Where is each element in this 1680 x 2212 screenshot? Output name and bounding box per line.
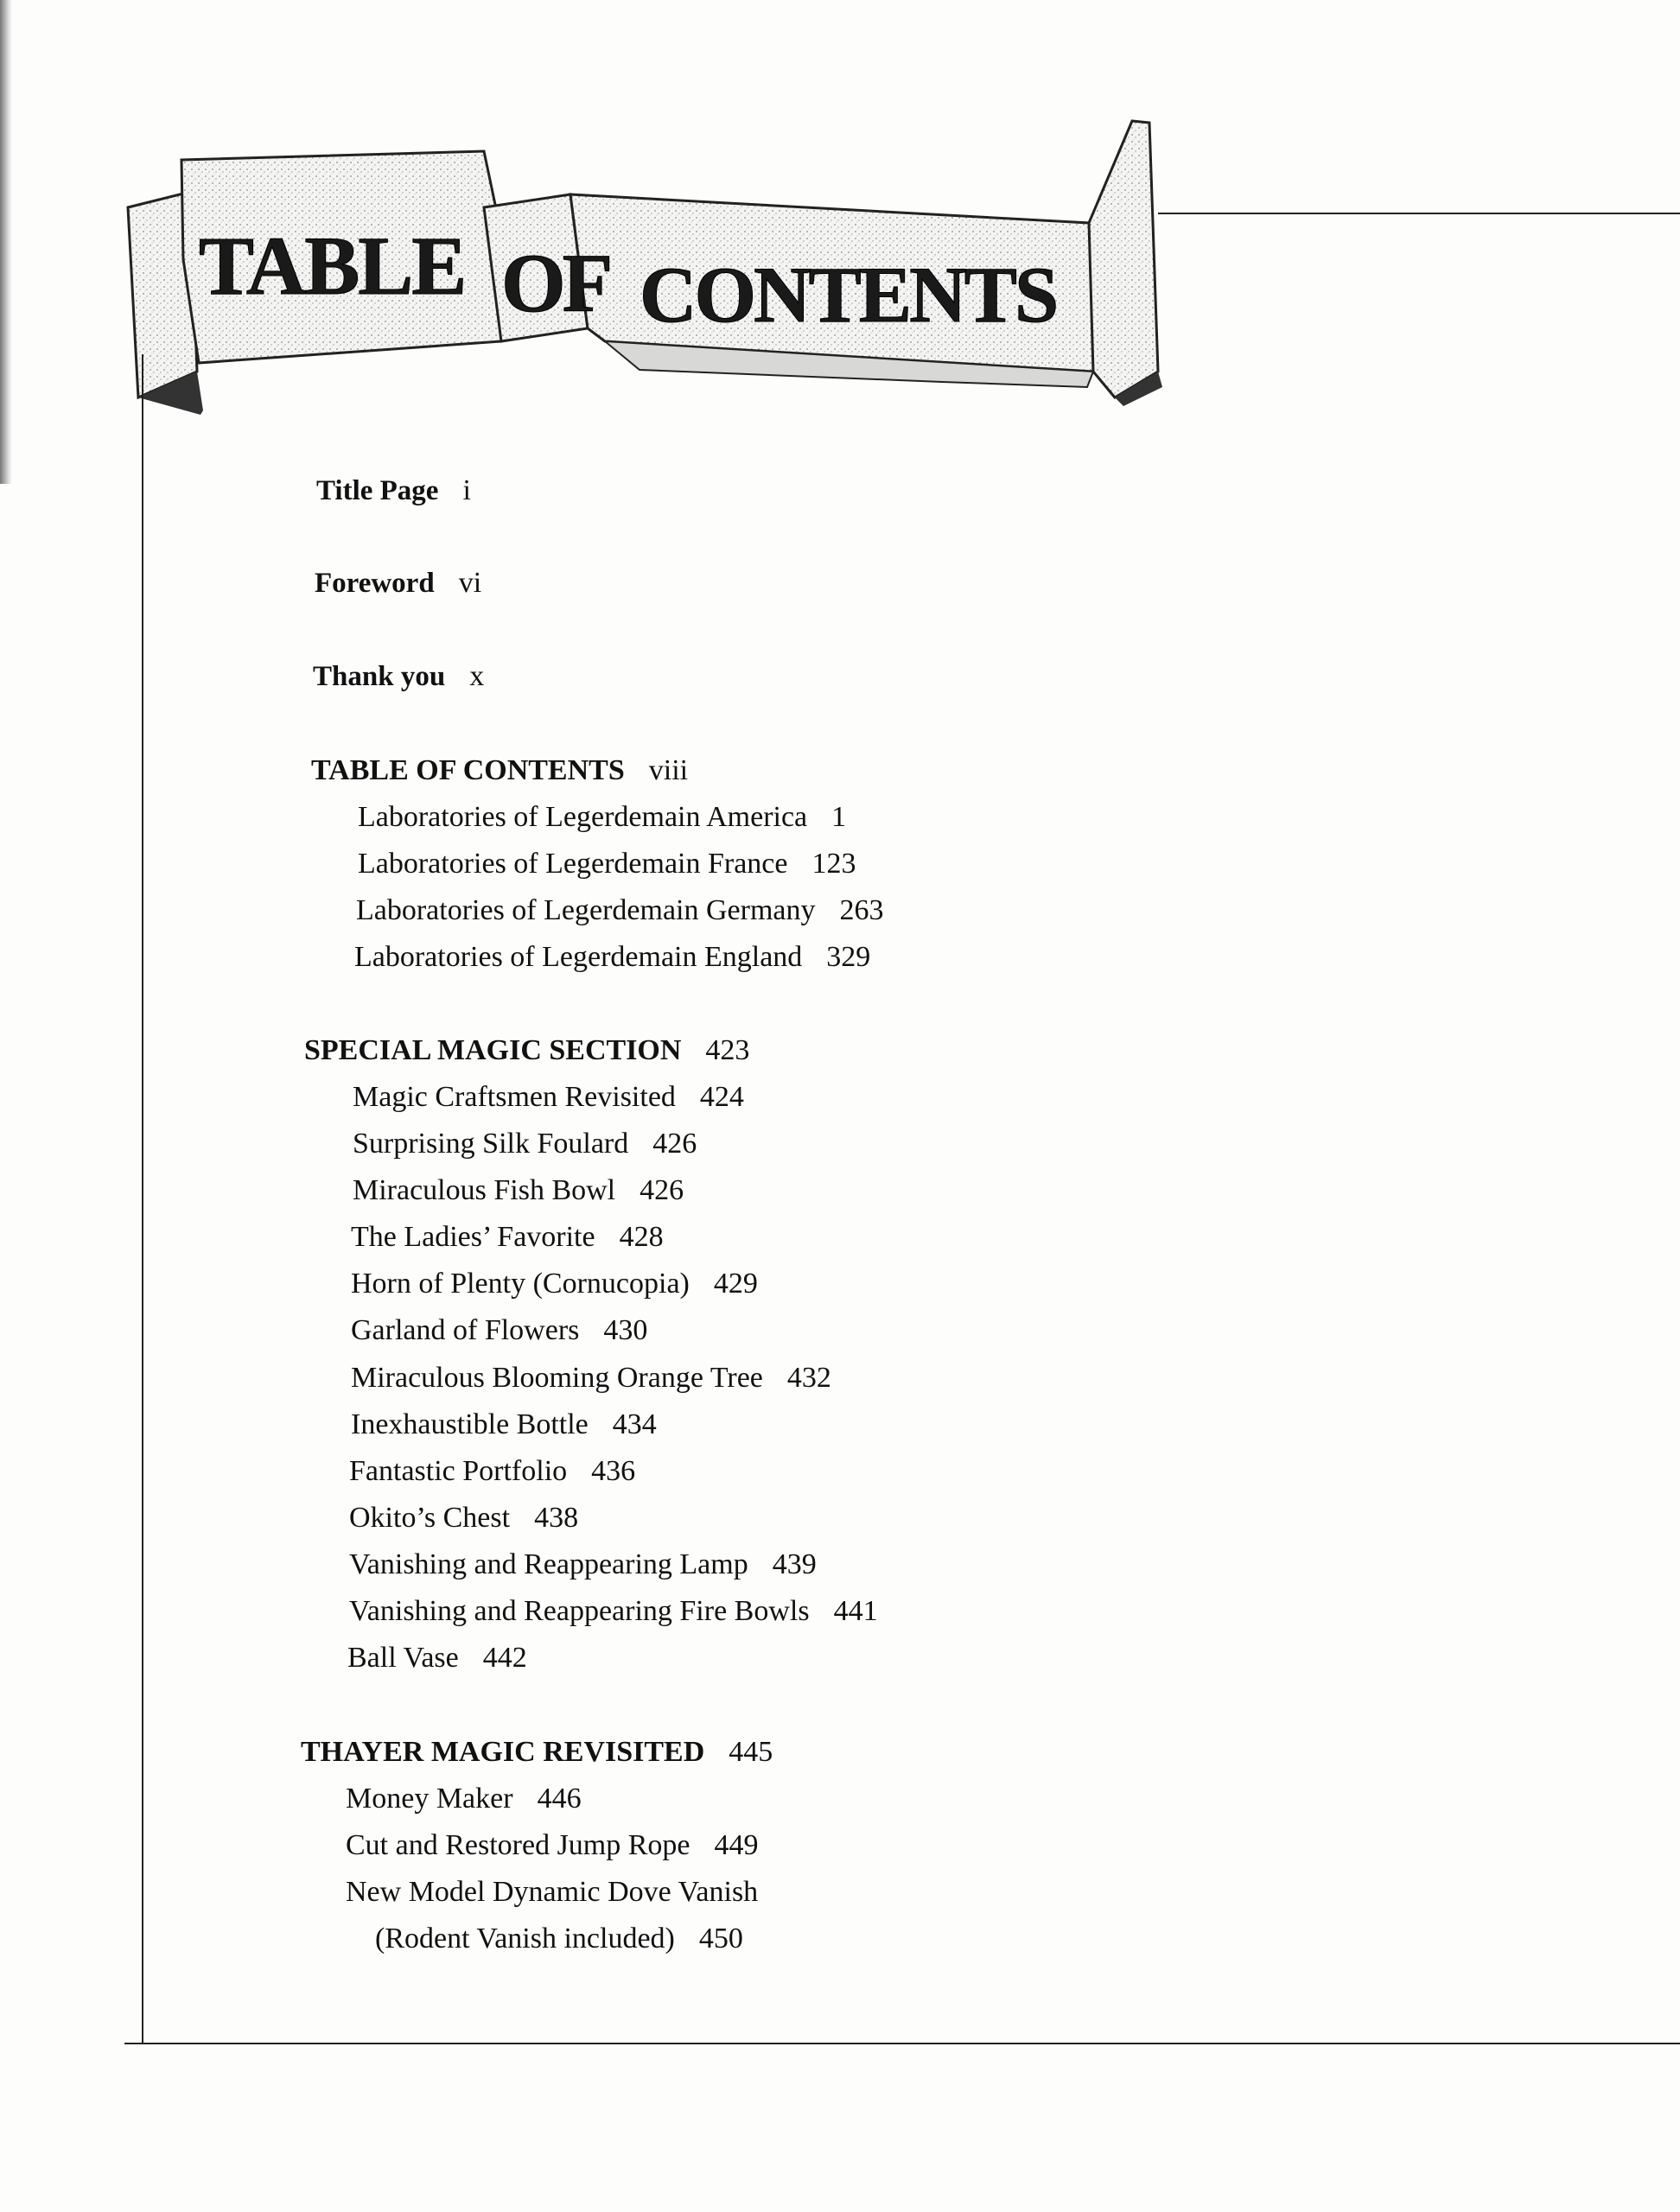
- toc-entry: [351, 1220, 664, 1255]
- entry-title: Inexhaustible Bottle: [351, 1408, 589, 1440]
- toc-entry: [351, 1408, 657, 1442]
- entry-title: Laboratories of Legerdemain England: [354, 941, 803, 973]
- entry-title: (Rodent Vanish included): [375, 1923, 675, 1955]
- entry-page: 438: [534, 1502, 579, 1534]
- entry-page: 123: [811, 848, 856, 880]
- toc-entry: [353, 1173, 684, 1208]
- entry-page: 445: [729, 1736, 773, 1768]
- entry-page: 434: [612, 1408, 657, 1440]
- svg-text:OF: OF: [501, 237, 610, 329]
- toc-entry: [346, 1828, 759, 1863]
- toc-entry: [356, 893, 883, 928]
- entry-title: Okito’s Chest: [349, 1502, 511, 1534]
- entry-page: 450: [698, 1923, 743, 1955]
- toc-entry: [358, 800, 846, 835]
- toc-entry: [313, 659, 484, 694]
- entry-page: 426: [640, 1174, 684, 1206]
- entry-page: x: [469, 660, 485, 692]
- frame-left-rule: [142, 354, 143, 2044]
- entry-title: Magic Craftsmen Revisited: [353, 1081, 676, 1113]
- toc-entry: [353, 1127, 697, 1161]
- entry-title: Money Maker: [346, 1783, 513, 1815]
- svg-text:TABLE: TABLE: [199, 219, 466, 312]
- entry-page: 442: [482, 1642, 527, 1674]
- entry-page: 432: [786, 1362, 831, 1394]
- entry-page: 430: [603, 1314, 648, 1346]
- entry-page: 1: [831, 801, 847, 833]
- entry-page: 436: [591, 1455, 636, 1487]
- entry-page: 263: [839, 894, 884, 926]
- toc-entry: [304, 1033, 749, 1068]
- entry-title: THAYER MAGIC REVISITED: [301, 1736, 705, 1768]
- entry-page: 446: [537, 1783, 582, 1815]
- entry-title: Ball Vase: [347, 1642, 459, 1674]
- entry-page: 423: [705, 1034, 750, 1066]
- entry-title: Laboratories of Legerdemain America: [358, 801, 808, 833]
- entry-title: Vanishing and Reappearing Lamp: [349, 1548, 748, 1580]
- toc-entry: [349, 1454, 635, 1489]
- toc-entry: [349, 1548, 817, 1582]
- toc-entry: [353, 1080, 744, 1115]
- entry-title: The Ladies’ Favorite: [351, 1221, 595, 1253]
- svg-text:CONTENTS: CONTENTS: [640, 251, 1057, 339]
- toc-entry: [316, 474, 471, 508]
- toc-entry: [354, 940, 870, 975]
- entry-page: 424: [699, 1081, 744, 1113]
- entry-title: Thank you: [313, 661, 446, 692]
- toc-entry: [311, 753, 688, 788]
- entry-page: 329: [826, 941, 871, 973]
- frame-bottom-rule: [124, 2043, 1680, 2044]
- entry-title: Laboratories of Legerdemain Germany: [356, 894, 816, 926]
- toc-entry: [349, 1594, 878, 1629]
- toc-entry: [351, 1361, 831, 1395]
- entry-page: 441: [833, 1595, 878, 1627]
- entry-title: Fantastic Portfolio: [349, 1455, 568, 1487]
- entry-page: 449: [714, 1829, 759, 1861]
- entry-title: Surprising Silk Foulard: [353, 1128, 629, 1160]
- toc-entry: [346, 1782, 582, 1816]
- toc-entry: [351, 1267, 758, 1301]
- entry-page: 429: [713, 1268, 758, 1300]
- entry-title: Miraculous Fish Bowl: [353, 1174, 616, 1206]
- entry-page: 428: [619, 1221, 664, 1253]
- toc-entry: [349, 1501, 578, 1535]
- toc-entry: [358, 847, 856, 881]
- frame-top-rule: [1158, 213, 1680, 214]
- entry-title: Foreword: [315, 568, 435, 599]
- entry-page: 439: [772, 1548, 817, 1580]
- entry-title: Title Page: [316, 475, 439, 506]
- toc-entry: [315, 566, 481, 601]
- entry-title: Miraculous Blooming Orange Tree: [351, 1362, 763, 1394]
- toc-entry: [346, 1875, 782, 1910]
- entry-page: i: [462, 474, 471, 506]
- entry-title: SPECIAL MAGIC SECTION: [304, 1034, 682, 1066]
- entry-page: viii: [648, 754, 689, 786]
- entry-page: vi: [458, 567, 482, 599]
- toc-entry: [375, 1922, 743, 1956]
- entry-title: Laboratories of Legerdemain France: [358, 848, 788, 880]
- toc-entry: [301, 1735, 773, 1770]
- entry-title: TABLE OF CONTENTS: [311, 754, 625, 786]
- entry-title: Vanishing and Reappearing Fire Bowls: [349, 1595, 810, 1627]
- entry-title: Horn of Plenty (Cornucopia): [351, 1268, 690, 1300]
- entry-title: New Model Dynamic Dove Vanish: [346, 1876, 759, 1908]
- toc-banner: [121, 112, 1175, 423]
- toc-entry: [347, 1641, 527, 1675]
- scan-edge-shadow: [0, 0, 12, 484]
- entry-title: Cut and Restored Jump Rope: [346, 1829, 690, 1861]
- entry-title: Garland of Flowers: [351, 1314, 580, 1346]
- toc-entry: [351, 1313, 647, 1348]
- entry-page: 426: [652, 1128, 697, 1160]
